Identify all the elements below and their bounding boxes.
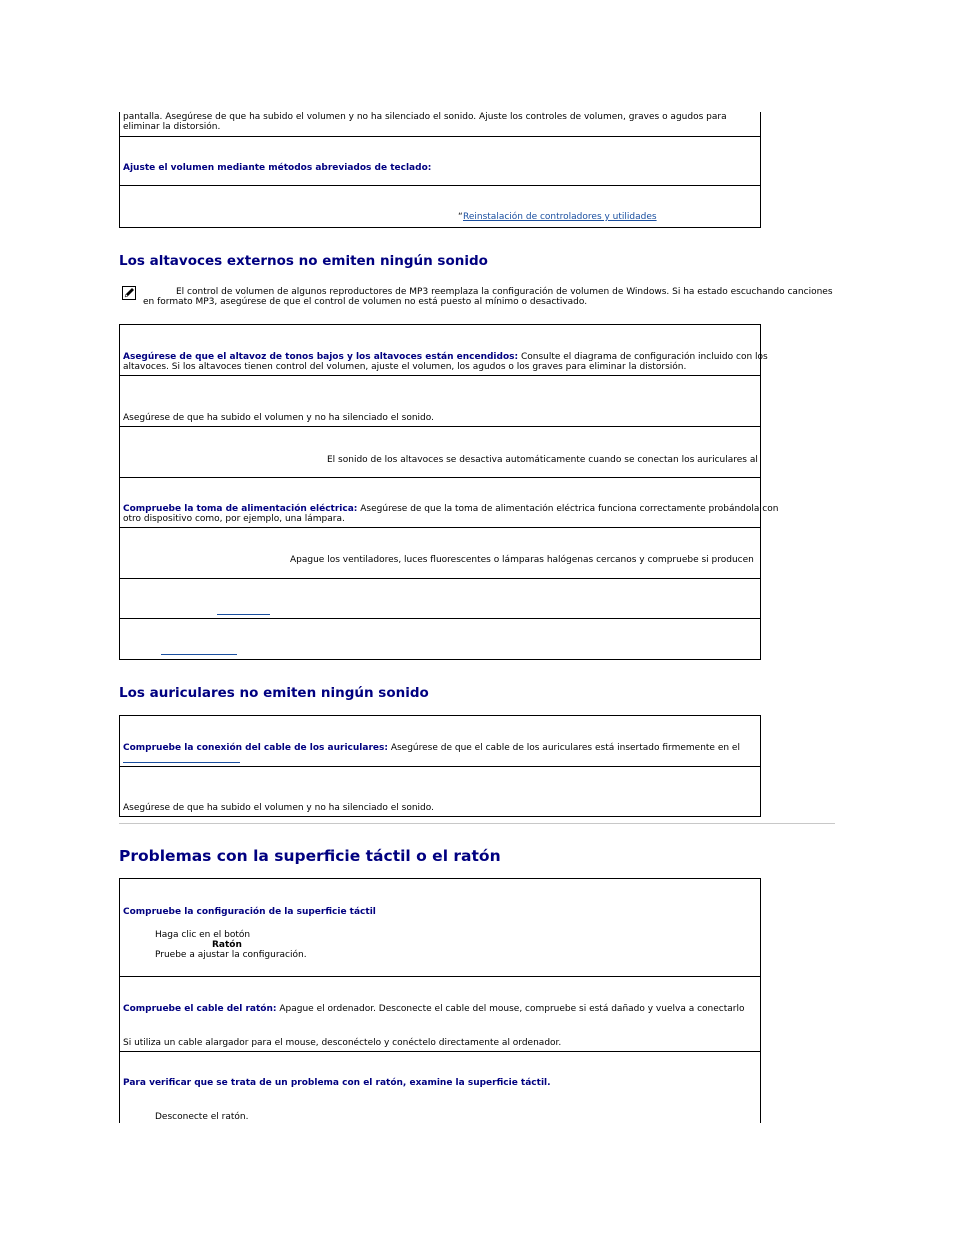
table-row-divider: [120, 527, 760, 528]
step-text-bold: Ratón: [212, 940, 242, 950]
table-row-divider: [120, 618, 760, 619]
note-text: en formato MP3, asegúrese de que el control de volumen no está puesto al mínimo o desactivado.: [143, 297, 588, 307]
table-row-divider: [120, 136, 760, 137]
table-row-divider: [120, 477, 760, 478]
section-heading: Los altavoces externos no emiten ningún sonido: [119, 253, 488, 269]
section-heading: Los auriculares no emiten ningún sonido: [119, 685, 429, 701]
row-text: altavoces. Si los altavoces tienen control del volumen, ajuste el volumen, los agudos o los graves para eliminar la distorsión.: [123, 362, 687, 372]
row-heading: Ajuste el volumen mediante métodos abreviados de teclado:: [123, 163, 432, 173]
row-text: [123, 352, 768, 363]
row-text: eliminar la distorsión.: [123, 122, 221, 132]
row-heading: Para verificar que se trata de un problema con el ratón, examine la superficie táctil.: [123, 1078, 551, 1088]
row-text: Apague los ventiladores, luces fluorescentes o lámparas halógenas cercanos y compruebe si producen: [290, 555, 754, 565]
row-text: Si utiliza un cable alargador para el mouse, desconéctelo y conéctelo directamente al ordenador.: [123, 1038, 562, 1048]
table-row-divider: [120, 426, 760, 427]
table-row-divider: [120, 185, 760, 186]
section-separator: [119, 823, 835, 824]
row-text: [123, 743, 740, 754]
row-text: otro dispositivo como, por ejemplo, una lámpara.: [123, 514, 345, 524]
section-heading: Problemas con la superficie táctil o el ratón: [119, 847, 501, 865]
note-text: El control de volumen de algunos reproductores de MP3 reemplaza la configuración de volumen de Windows. Si ha estado escuchando canciones: [176, 287, 833, 297]
step-text: Haga clic en el botón: [155, 930, 251, 940]
table-row-divider: [120, 1051, 760, 1052]
note-pencil-icon: [122, 286, 136, 300]
link-underline[interactable]: [123, 762, 240, 763]
table-row-divider: [120, 976, 760, 977]
table-row-divider: [120, 578, 760, 579]
row-text: Apague el ordenador. Desconecte el cable del mouse, compruebe si está dañado y vuelva a conectarlo: [276, 1004, 745, 1014]
reinstall-drivers-link[interactable]: Reinstalación de controladores y utilidades: [463, 212, 657, 222]
row-heading: Compruebe la toma de alimentación eléctrica:: [123, 504, 358, 514]
link-underline[interactable]: [217, 614, 270, 615]
row-text: pantalla. Asegúrese de que ha subido el volumen y no ha silenciado el sonido. Ajuste los controles de volumen, graves o agudos para: [123, 112, 727, 122]
row-text: Asegúrese de que ha subido el volumen y no ha silenciado el sonido.: [123, 803, 434, 813]
table-row-divider: [120, 375, 760, 376]
row-heading: Asegúrese de que el altavoz de tonos bajos y los altavoces están encendidos:: [123, 352, 519, 362]
step-text: Desconecte el ratón.: [155, 1112, 249, 1122]
row-text: Asegúrese de que la toma de alimentación eléctrica funciona correctamente probándola con: [357, 504, 779, 514]
link-underline[interactable]: [161, 654, 237, 655]
row-heading: Compruebe la conexión del cable de los auriculares:: [123, 743, 388, 753]
row-text: [123, 1004, 744, 1015]
table-row-divider: [120, 766, 760, 767]
row-text: Asegúrese de que ha subido el volumen y no ha silenciado el sonido.: [123, 413, 434, 423]
quote-mark: “: [458, 212, 463, 222]
step-text: Pruebe a ajustar la configuración.: [155, 950, 307, 960]
row-heading: Compruebe el cable del ratón:: [123, 1004, 277, 1014]
row-heading: Compruebe la configuración de la superficie táctil: [123, 907, 376, 917]
row-text: El sonido de los altavoces se desactiva automáticamente cuando se conectan los auriculares al: [327, 455, 758, 465]
row-text: Asegúrese de que el cable de los auriculares está insertado firmemente en el: [387, 743, 740, 753]
row-text: Consulte el diagrama de configuración incluido con los: [518, 352, 768, 362]
row-text: [123, 504, 778, 515]
